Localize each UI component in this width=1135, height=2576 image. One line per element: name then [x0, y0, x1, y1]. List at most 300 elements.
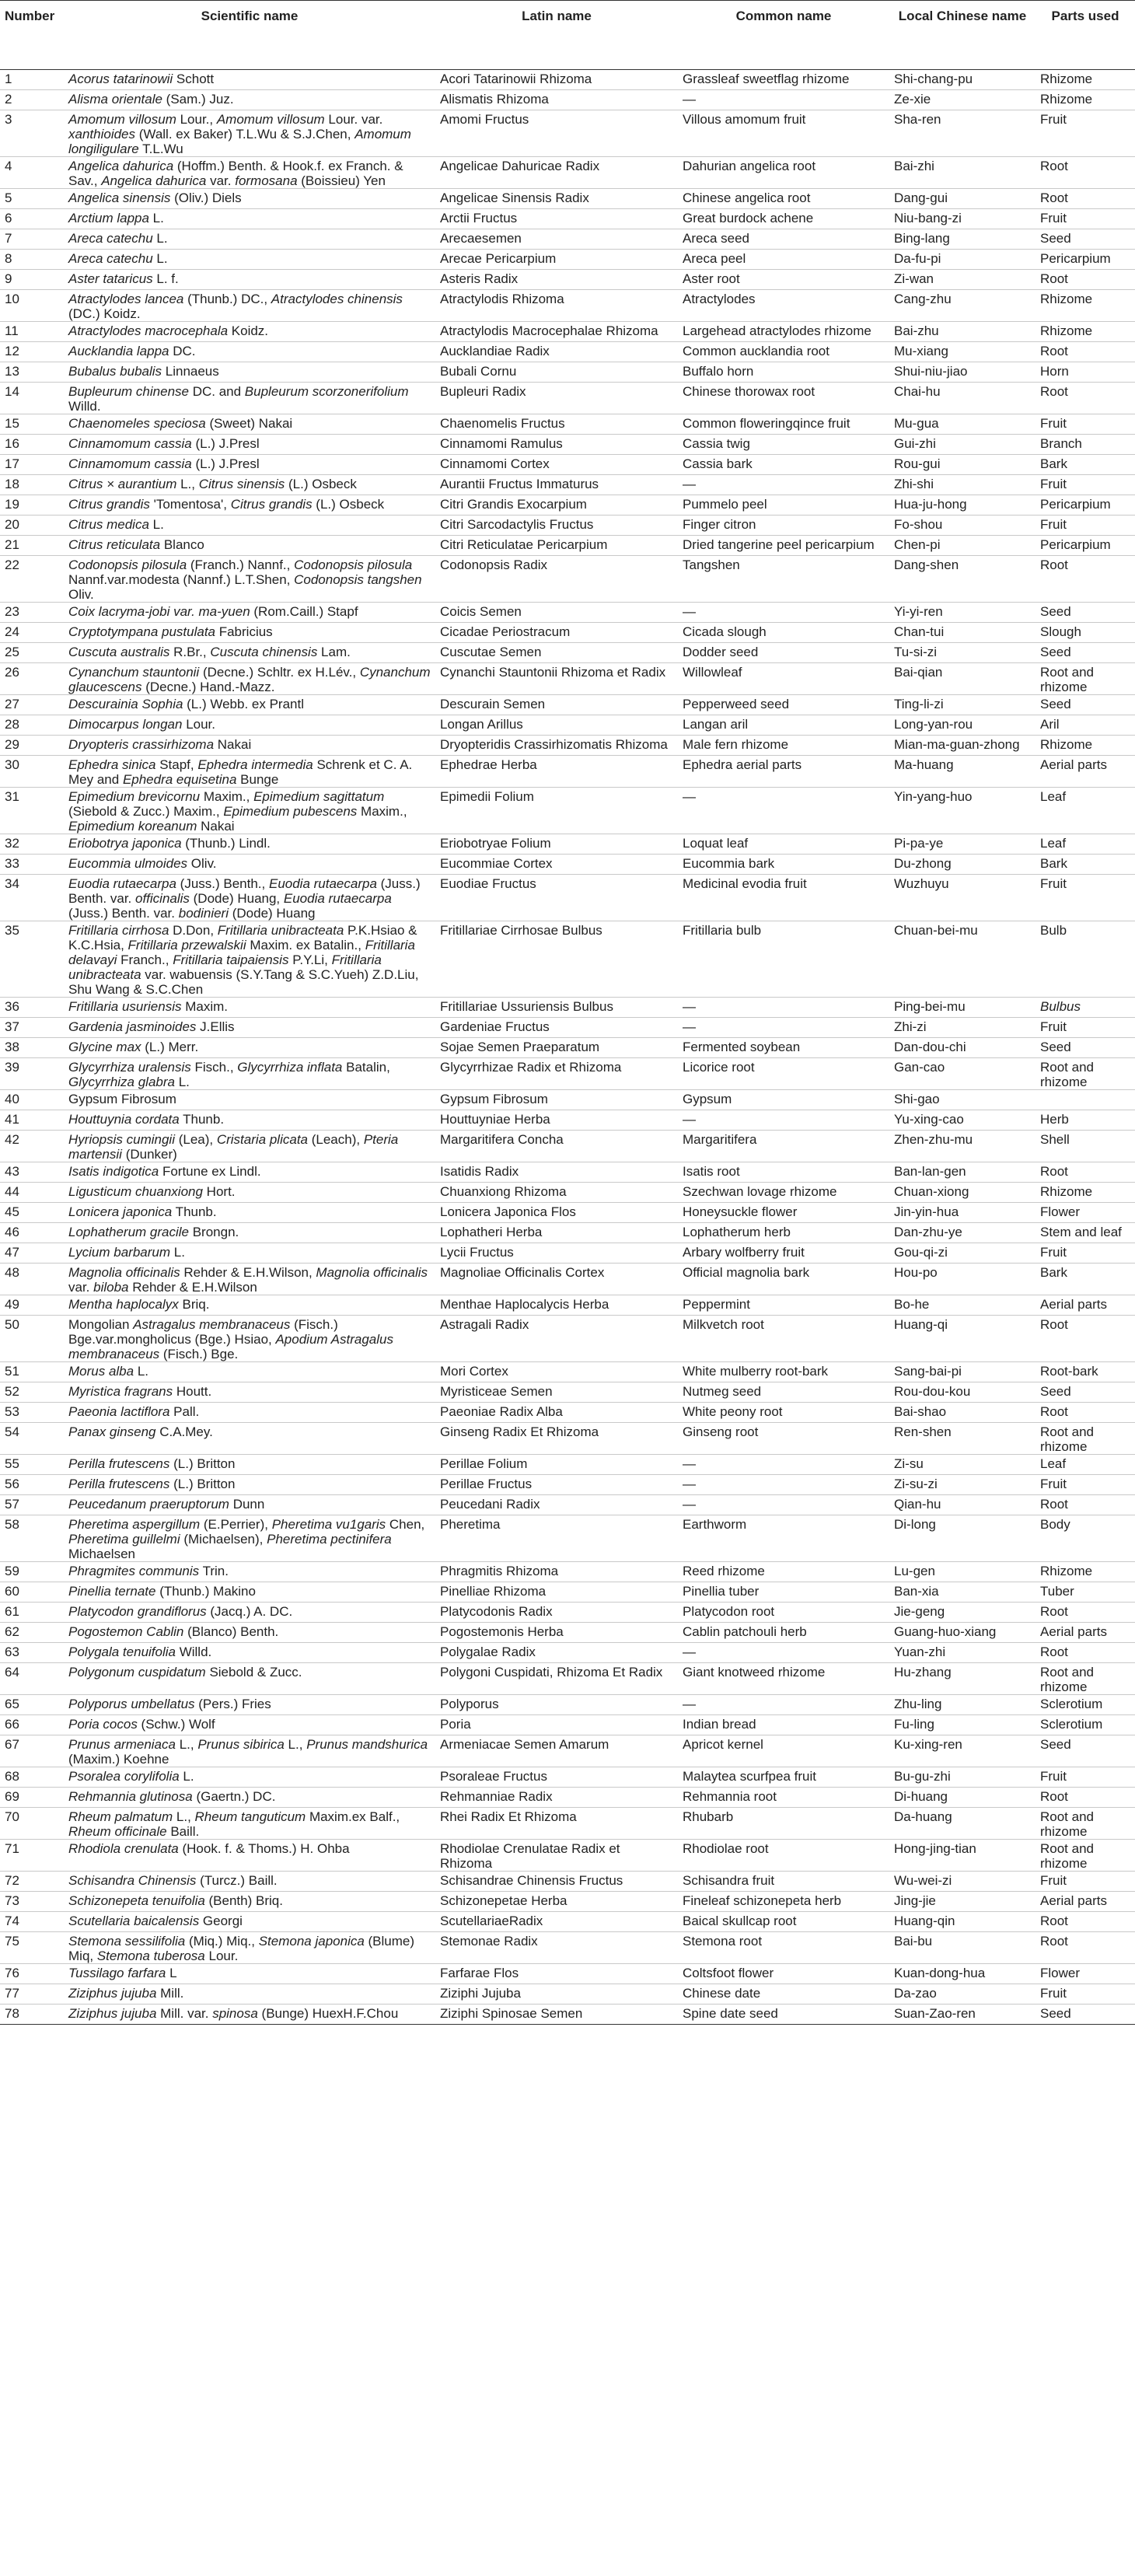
latin-name-cell: Arctii Fructus	[435, 209, 678, 229]
table-row	[0, 1131, 1135, 1162]
local-chinese-name-cell: Huang-qi	[889, 1316, 1035, 1362]
scientific-name-cell	[64, 1090, 435, 1110]
scientific-name-italic: Angelica dahurica	[68, 159, 174, 173]
common-name-cell: —	[678, 1495, 889, 1515]
latin-name-cell: Poria	[435, 1715, 678, 1735]
parts-used-cell: Fruit	[1035, 1018, 1135, 1038]
row-number: 36	[0, 998, 64, 1018]
row-number: 33	[0, 855, 64, 875]
parts-used-cell: Fruit	[1035, 1243, 1135, 1264]
common-name-cell: Isatis root	[678, 1162, 889, 1183]
scientific-name-cell	[64, 157, 435, 189]
table-row	[0, 414, 1135, 435]
table-row	[0, 1475, 1135, 1495]
scientific-name-italic: Polygala tenuifolia	[68, 1645, 176, 1659]
scientific-name-text: Mongolian	[68, 1317, 134, 1332]
row-number: 44	[0, 1183, 64, 1203]
scientific-name-text: (Thunb.) DC.,	[183, 292, 271, 306]
scientific-name-text: L.	[148, 211, 164, 225]
local-chinese-name-cell: Ban-lan-gen	[889, 1162, 1035, 1183]
scientific-name-italic: Myristica fragrans	[68, 1384, 173, 1399]
table-row	[0, 788, 1135, 834]
parts-used-cell: Sclerotium	[1035, 1715, 1135, 1735]
common-name-cell: Areca seed	[678, 229, 889, 250]
header-common-name: Common name	[678, 1, 889, 70]
scientific-name-italic: Cinnamomum cassia	[68, 456, 192, 471]
scientific-name-italic: Poria cocos	[68, 1717, 138, 1732]
latin-name-cell: Peucedani Radix	[435, 1495, 678, 1515]
table-row	[0, 1203, 1135, 1223]
scientific-name-italic: bodinieri	[178, 906, 229, 921]
scientific-name-text: Franch.,	[117, 952, 173, 967]
scientific-name-text: (DC.) Koidz.	[68, 306, 141, 321]
common-name-cell: Rhubarb	[678, 1808, 889, 1840]
row-number: 76	[0, 1964, 64, 1984]
scientific-name-italic: Amomum villosum	[68, 112, 176, 127]
table-row	[0, 1872, 1135, 1892]
scientific-name-cell	[64, 1964, 435, 1984]
scientific-name-italic: Areca catechu	[68, 251, 153, 266]
row-number: 16	[0, 435, 64, 455]
scientific-name-italic: Rheum palmatum	[68, 1809, 173, 1824]
scientific-name-text: Dunn	[229, 1497, 265, 1512]
common-name-cell: Szechwan lovage rhizome	[678, 1183, 889, 1203]
latin-name-cell: Citri Sarcodactylis Fructus	[435, 516, 678, 536]
local-chinese-name-cell: Zhu-ling	[889, 1695, 1035, 1715]
scientific-name-italic: Cynanchum stauntonii	[68, 665, 200, 680]
scientific-name-text: (Oliv.) Diels	[170, 190, 242, 205]
row-number: 47	[0, 1243, 64, 1264]
scientific-name-cell	[64, 1403, 435, 1423]
scientific-name-italic: Aucklandia lappa	[68, 344, 169, 358]
scientific-name-text: (L.) J.Presl	[191, 456, 260, 471]
scientific-name-cell	[64, 715, 435, 736]
scientific-name-cell	[64, 1788, 435, 1808]
table-row	[0, 1582, 1135, 1603]
scientific-name-cell	[64, 623, 435, 643]
row-number: 50	[0, 1316, 64, 1362]
parts-used-cell: Aril	[1035, 715, 1135, 736]
scientific-name-italic: Phragmites communis	[68, 1564, 200, 1578]
common-name-cell: Dahurian angelica root	[678, 157, 889, 189]
common-name-cell: Cassia twig	[678, 435, 889, 455]
scientific-name-text: (Jacq.) A. DC.	[206, 1604, 293, 1619]
local-chinese-name-cell: Da-zao	[889, 1984, 1035, 2005]
common-name-cell: Pepperweed seed	[678, 695, 889, 715]
scientific-name-text: L	[166, 1966, 177, 1980]
row-number: 63	[0, 1643, 64, 1663]
scientific-name-text: (L.) J.Presl	[191, 436, 260, 451]
row-number: 49	[0, 1295, 64, 1316]
row-number: 3	[0, 110, 64, 157]
scientific-name-italic: Epimedium sagittatum	[253, 789, 385, 804]
scientific-name-cell	[64, 90, 435, 110]
scientific-name-italic: Glycyrrhiza glabra	[68, 1075, 175, 1089]
parts-used-cell: Fruit	[1035, 1984, 1135, 2005]
scientific-name-italic: biloba	[93, 1280, 129, 1295]
local-chinese-name-cell: Du-zhong	[889, 855, 1035, 875]
common-name-cell: Pinellia tuber	[678, 1582, 889, 1603]
scientific-name-cell	[64, 1515, 435, 1562]
table-row	[0, 1515, 1135, 1562]
latin-name-cell: Myristiceae Semen	[435, 1382, 678, 1403]
scientific-name-italic: Pheretima vu1garis	[271, 1517, 386, 1532]
parts-used-cell: Rhizome	[1035, 70, 1135, 90]
common-name-cell: Ginseng root	[678, 1423, 889, 1455]
table-row	[0, 1767, 1135, 1788]
scientific-name-text: (Bunge) HuexH.F.Chou	[257, 2006, 399, 2021]
common-name-cell: Rehmannia root	[678, 1788, 889, 1808]
row-number: 22	[0, 556, 64, 603]
local-chinese-name-cell: Ting-li-zi	[889, 695, 1035, 715]
scientific-name-cell	[64, 1872, 435, 1892]
scientific-name-italic: Eriobotrya japonica	[68, 836, 182, 851]
scientific-name-italic: Fritillaria taipaiensis	[173, 952, 289, 967]
scientific-name-cell	[64, 1695, 435, 1715]
table-row	[0, 1623, 1135, 1643]
latin-name-cell: Pogostemonis Herba	[435, 1623, 678, 1643]
local-chinese-name-cell: Suan-Zao-ren	[889, 2005, 1035, 2025]
table-row	[0, 70, 1135, 90]
row-number: 1	[0, 70, 64, 90]
table-row	[0, 1932, 1135, 1964]
row-number: 18	[0, 475, 64, 495]
scientific-name-text: (Pers.) Fries	[194, 1697, 271, 1711]
table-row	[0, 1264, 1135, 1295]
common-name-cell: —	[678, 1455, 889, 1475]
scientific-name-italic: Bupleurum chinense	[68, 384, 189, 399]
table-row	[0, 322, 1135, 342]
parts-used-cell: Fruit	[1035, 875, 1135, 921]
scientific-name-italic: Ligusticum chuanxiong	[68, 1184, 203, 1199]
scientific-name-text: Lour.,	[176, 112, 217, 127]
scientific-name-text: (Fisch.) Bge.	[159, 1347, 239, 1361]
scientific-name-text: Rehder & E.H.Wilson	[128, 1280, 257, 1295]
common-name-cell: Apricot kernel	[678, 1735, 889, 1767]
scientific-name-italic: Codonopsis tangshen	[294, 572, 422, 587]
scientific-name-text: (Blanco) Benth.	[183, 1624, 279, 1639]
scientific-name-cell	[64, 383, 435, 414]
table-row	[0, 1058, 1135, 1090]
scientific-name-italic: Fritillaria cirrhosa	[68, 923, 169, 938]
scientific-name-italic: Areca catechu	[68, 231, 153, 246]
table-row	[0, 1643, 1135, 1663]
scientific-name-italic: Descurainia Sophia	[68, 697, 183, 711]
row-number: 74	[0, 1912, 64, 1932]
scientific-name-cell	[64, 1110, 435, 1131]
parts-used-cell: Rhizome	[1035, 1183, 1135, 1203]
scientific-name-italic: Tussilago farfara	[68, 1966, 166, 1980]
latin-name-cell: Longan Arillus	[435, 715, 678, 736]
table-row	[0, 855, 1135, 875]
common-name-cell: Grassleaf sweetflag rhizome	[678, 70, 889, 90]
table-row	[0, 536, 1135, 556]
scientific-name-text: L.,	[176, 477, 199, 491]
latin-name-cell: Ziziphi Spinosae Semen	[435, 2005, 678, 2025]
scientific-name-italic: Pinellia ternate	[68, 1584, 156, 1599]
parts-used-cell: Pericarpium	[1035, 536, 1135, 556]
local-chinese-name-cell: Lu-gen	[889, 1562, 1035, 1582]
common-name-cell: Areca peel	[678, 250, 889, 270]
common-name-cell: Giant knotweed rhizome	[678, 1663, 889, 1695]
common-name-cell: Finger citron	[678, 516, 889, 536]
scientific-name-italic: Epimedium koreanum	[68, 819, 197, 834]
scientific-name-cell	[64, 1362, 435, 1382]
scientific-name-text: Maxim.,	[357, 804, 407, 819]
parts-used-cell: Leaf	[1035, 834, 1135, 855]
scientific-name-italic: Euodia rutaecarpa	[68, 876, 176, 891]
latin-name-cell: Farfarae Flos	[435, 1964, 678, 1984]
parts-used-cell: Fruit	[1035, 475, 1135, 495]
common-name-cell: Loquat leaf	[678, 834, 889, 855]
scientific-name-text: (Dode) Huang	[229, 906, 316, 921]
scientific-name-italic: spinosa	[212, 2006, 258, 2021]
table-row	[0, 110, 1135, 157]
row-number: 29	[0, 736, 64, 756]
scientific-name-text: P.K.Hsiao & K.C.Hsia,	[68, 923, 417, 952]
scientific-name-cell	[64, 1162, 435, 1183]
parts-used-cell: Seed	[1035, 2005, 1135, 2025]
local-chinese-name-cell: Ku-xing-ren	[889, 1735, 1035, 1767]
scientific-name-italic: Angelica sinensis	[68, 190, 171, 205]
table-row	[0, 495, 1135, 516]
row-number: 9	[0, 270, 64, 290]
local-chinese-name-cell: Gui-zhi	[889, 435, 1035, 455]
scientific-name-text: (Siebold & Zucc.) Maxim.,	[68, 804, 224, 819]
common-name-cell: Lophatherum herb	[678, 1223, 889, 1243]
local-chinese-name-cell: Mu-gua	[889, 414, 1035, 435]
scientific-name-text: (Thunb.) Makino	[155, 1584, 256, 1599]
local-chinese-name-cell: Chai-hu	[889, 383, 1035, 414]
latin-name-cell: Pheretima	[435, 1515, 678, 1562]
scientific-name-text: (Decne.) Hand.-Mazz.	[141, 680, 275, 694]
table-row	[0, 455, 1135, 475]
latin-name-cell: Lycii Fructus	[435, 1243, 678, 1264]
local-chinese-name-cell: Shi-chang-pu	[889, 70, 1035, 90]
scientific-name-text: Nannf.var.modesta (Nannf.) L.T.Shen,	[68, 572, 295, 587]
row-number: 43	[0, 1162, 64, 1183]
scientific-name-cell	[64, 536, 435, 556]
common-name-cell: Buffalo horn	[678, 362, 889, 383]
local-chinese-name-cell: Shi-gao	[889, 1090, 1035, 1110]
table-row	[0, 435, 1135, 455]
row-number: 5	[0, 189, 64, 209]
table-row	[0, 1362, 1135, 1382]
scientific-name-italic: Citrus sinensis	[198, 477, 285, 491]
scientific-name-text: Gypsum Fibrosum	[68, 1092, 176, 1106]
common-name-cell: Earthworm	[678, 1515, 889, 1562]
scientific-name-text: Maxim.	[181, 999, 228, 1014]
latin-name-cell: Psoraleae Fructus	[435, 1767, 678, 1788]
table-row	[0, 1090, 1135, 1110]
scientific-name-text: Houtt.	[173, 1384, 212, 1399]
table-row	[0, 556, 1135, 603]
common-name-cell: Cicada slough	[678, 623, 889, 643]
scientific-name-cell	[64, 1382, 435, 1403]
scientific-name-text: Mill. var.	[156, 2006, 213, 2021]
table-row	[0, 2005, 1135, 2025]
table-row	[0, 695, 1135, 715]
scientific-name-italic: Eucommia ulmoides	[68, 856, 188, 871]
scientific-name-text: L.	[170, 1245, 185, 1260]
scientific-name-cell	[64, 1018, 435, 1038]
table-row	[0, 998, 1135, 1018]
scientific-name-cell	[64, 1038, 435, 1058]
scientific-name-italic: Gardenia jasminoides	[68, 1019, 197, 1034]
scientific-name-text: Blanco	[160, 537, 204, 552]
latin-name-cell: Schizonepetae Herba	[435, 1892, 678, 1912]
header-number: Number	[0, 1, 64, 70]
row-number: 31	[0, 788, 64, 834]
table-row	[0, 90, 1135, 110]
latin-name-cell: Eriobotryae Folium	[435, 834, 678, 855]
scientific-name-text: (Fisch.) Bge.var.mongholicus (Bge.) Hsiao,	[68, 1317, 338, 1347]
scientific-name-cell	[64, 921, 435, 998]
row-number: 28	[0, 715, 64, 736]
parts-used-cell: Root	[1035, 1912, 1135, 1932]
scientific-name-italic: officinalis	[135, 891, 190, 906]
scientific-name-cell	[64, 1892, 435, 1912]
row-number: 14	[0, 383, 64, 414]
table-row	[0, 342, 1135, 362]
row-number: 41	[0, 1110, 64, 1131]
row-number: 13	[0, 362, 64, 383]
common-name-cell: Licorice root	[678, 1058, 889, 1090]
scientific-name-text: (Juss.) Benth.,	[176, 876, 269, 891]
local-chinese-name-cell: Yuan-zhi	[889, 1643, 1035, 1663]
table-row	[0, 270, 1135, 290]
parts-used-cell: Tuber	[1035, 1582, 1135, 1603]
common-name-cell: Fineleaf schizonepeta herb	[678, 1892, 889, 1912]
table-row	[0, 1495, 1135, 1515]
local-chinese-name-cell: Guang-huo-xiang	[889, 1623, 1035, 1643]
table-row	[0, 715, 1135, 736]
scientific-name-text: Fortune ex Lindl.	[159, 1164, 261, 1179]
scientific-name-text: (L.) Merr.	[141, 1040, 199, 1054]
local-chinese-name-cell: Chuan-xiong	[889, 1183, 1035, 1203]
scientific-name-italic: Citrus grandis	[68, 497, 150, 512]
row-number: 42	[0, 1131, 64, 1162]
table-row	[0, 1295, 1135, 1316]
header-latin-name: Latin name	[435, 1, 678, 70]
table-row	[0, 1183, 1135, 1203]
parts-used-cell: Pericarpium	[1035, 250, 1135, 270]
scientific-name-italic: Angelica dahurica	[101, 173, 207, 188]
common-name-cell: —	[678, 90, 889, 110]
parts-used-cell: Leaf	[1035, 1455, 1135, 1475]
common-name-cell: Eucommia bark	[678, 855, 889, 875]
local-chinese-name-cell: Ze-xie	[889, 90, 1035, 110]
parts-used-cell: Seed	[1035, 643, 1135, 663]
scientific-name-text: L. f.	[152, 271, 179, 286]
latin-name-cell: Citri Reticulatae Pericarpium	[435, 536, 678, 556]
scientific-name-italic: Schizonepeta tenuifolia	[68, 1893, 205, 1908]
scientific-name-text: (Miq.) Miq.,	[185, 1934, 259, 1949]
scientific-name-italic: Epimedium pubescens	[223, 804, 358, 819]
row-number: 19	[0, 495, 64, 516]
common-name-cell: Indian bread	[678, 1715, 889, 1735]
scientific-name-text: Maxim.,	[200, 789, 254, 804]
row-number: 46	[0, 1223, 64, 1243]
row-number: 20	[0, 516, 64, 536]
common-name-cell: —	[678, 1695, 889, 1715]
local-chinese-name-cell: Mian-ma-guan-zhong	[889, 736, 1035, 756]
latin-name-cell: Descurain Semen	[435, 695, 678, 715]
scientific-name-text: Schrenk et C. A. Mey and	[68, 757, 413, 787]
scientific-name-cell	[64, 342, 435, 362]
local-chinese-name-cell: Tu-si-zi	[889, 643, 1035, 663]
common-name-cell: Atractylodes	[678, 290, 889, 322]
parts-used-cell: Root	[1035, 1403, 1135, 1423]
latin-name-cell: Chaenomelis Fructus	[435, 414, 678, 435]
scientific-name-italic: Fritillaria przewalskii	[127, 938, 246, 952]
local-chinese-name-cell: Hua-ju-hong	[889, 495, 1035, 516]
scientific-name-text: Batalin,	[342, 1060, 390, 1075]
scientific-name-cell	[64, 455, 435, 475]
local-chinese-name-cell: Rou-dou-kou	[889, 1382, 1035, 1403]
common-name-cell: Medicinal evodia fruit	[678, 875, 889, 921]
common-name-cell: —	[678, 788, 889, 834]
common-name-cell: Common aucklandia root	[678, 342, 889, 362]
scientific-name-text: L.,	[173, 1809, 195, 1824]
common-name-cell: Largehead atractylodes rhizome	[678, 322, 889, 342]
scientific-name-italic: Hyriopsis cumingii	[68, 1132, 175, 1147]
parts-used-cell: Root	[1035, 1932, 1135, 1964]
scientific-name-italic: Astragalus membranaceus	[133, 1317, 291, 1332]
parts-used-cell: Fruit	[1035, 209, 1135, 229]
scientific-name-text: (L.) Webb. ex Prantl	[183, 697, 305, 711]
scientific-name-cell	[64, 1912, 435, 1932]
table-row	[0, 1663, 1135, 1695]
row-number: 32	[0, 834, 64, 855]
scientific-name-cell	[64, 756, 435, 788]
table-row	[0, 1840, 1135, 1872]
scientific-name-text: (Hook. f. & Thoms.) H. Ohba	[178, 1841, 350, 1856]
scientific-name-italic: Glycyrrhiza uralensis	[68, 1060, 191, 1075]
table-row	[0, 1223, 1135, 1243]
scientific-name-cell	[64, 270, 435, 290]
scientific-name-text: (Turcz.) Baill.	[196, 1873, 278, 1888]
scientific-name-text: Bunge	[236, 772, 279, 787]
scientific-name-italic: Atractylodes lancea	[68, 292, 184, 306]
scientific-name-cell	[64, 1131, 435, 1162]
row-number: 4	[0, 157, 64, 189]
common-name-cell: Dodder seed	[678, 643, 889, 663]
scientific-name-text: Lour.	[182, 717, 216, 732]
scientific-name-text: (Juss.) Benth. var.	[68, 906, 179, 921]
scientific-name-cell	[64, 556, 435, 603]
local-chinese-name-cell: Rou-gui	[889, 455, 1035, 475]
scientific-name-text: Hort.	[202, 1184, 236, 1199]
latin-name-cell: Sojae Semen Praeparatum	[435, 1038, 678, 1058]
scientific-name-cell	[64, 1735, 435, 1767]
latin-name-cell: Bupleuri Radix	[435, 383, 678, 414]
scientific-name-cell	[64, 998, 435, 1018]
latin-name-cell: Phragmitis Rhizoma	[435, 1562, 678, 1582]
scientific-name-text: (L.) Britton	[169, 1456, 236, 1471]
row-number: 38	[0, 1038, 64, 1058]
scientific-name-text: 'Tomentosa',	[149, 497, 231, 512]
table-row	[0, 1038, 1135, 1058]
local-chinese-name-cell: Jin-yin-hua	[889, 1203, 1035, 1223]
parts-used-cell: Root	[1035, 189, 1135, 209]
scientific-name-italic: Pogostemon Cablin	[68, 1624, 184, 1639]
local-chinese-name-cell: Hu-zhang	[889, 1663, 1035, 1695]
latin-name-cell: Houttuyniae Herba	[435, 1110, 678, 1131]
scientific-name-text: Lour. var.	[324, 112, 383, 127]
header-scientific-name: Scientific name	[64, 1, 435, 70]
local-chinese-name-cell: Bai-qian	[889, 663, 1035, 695]
